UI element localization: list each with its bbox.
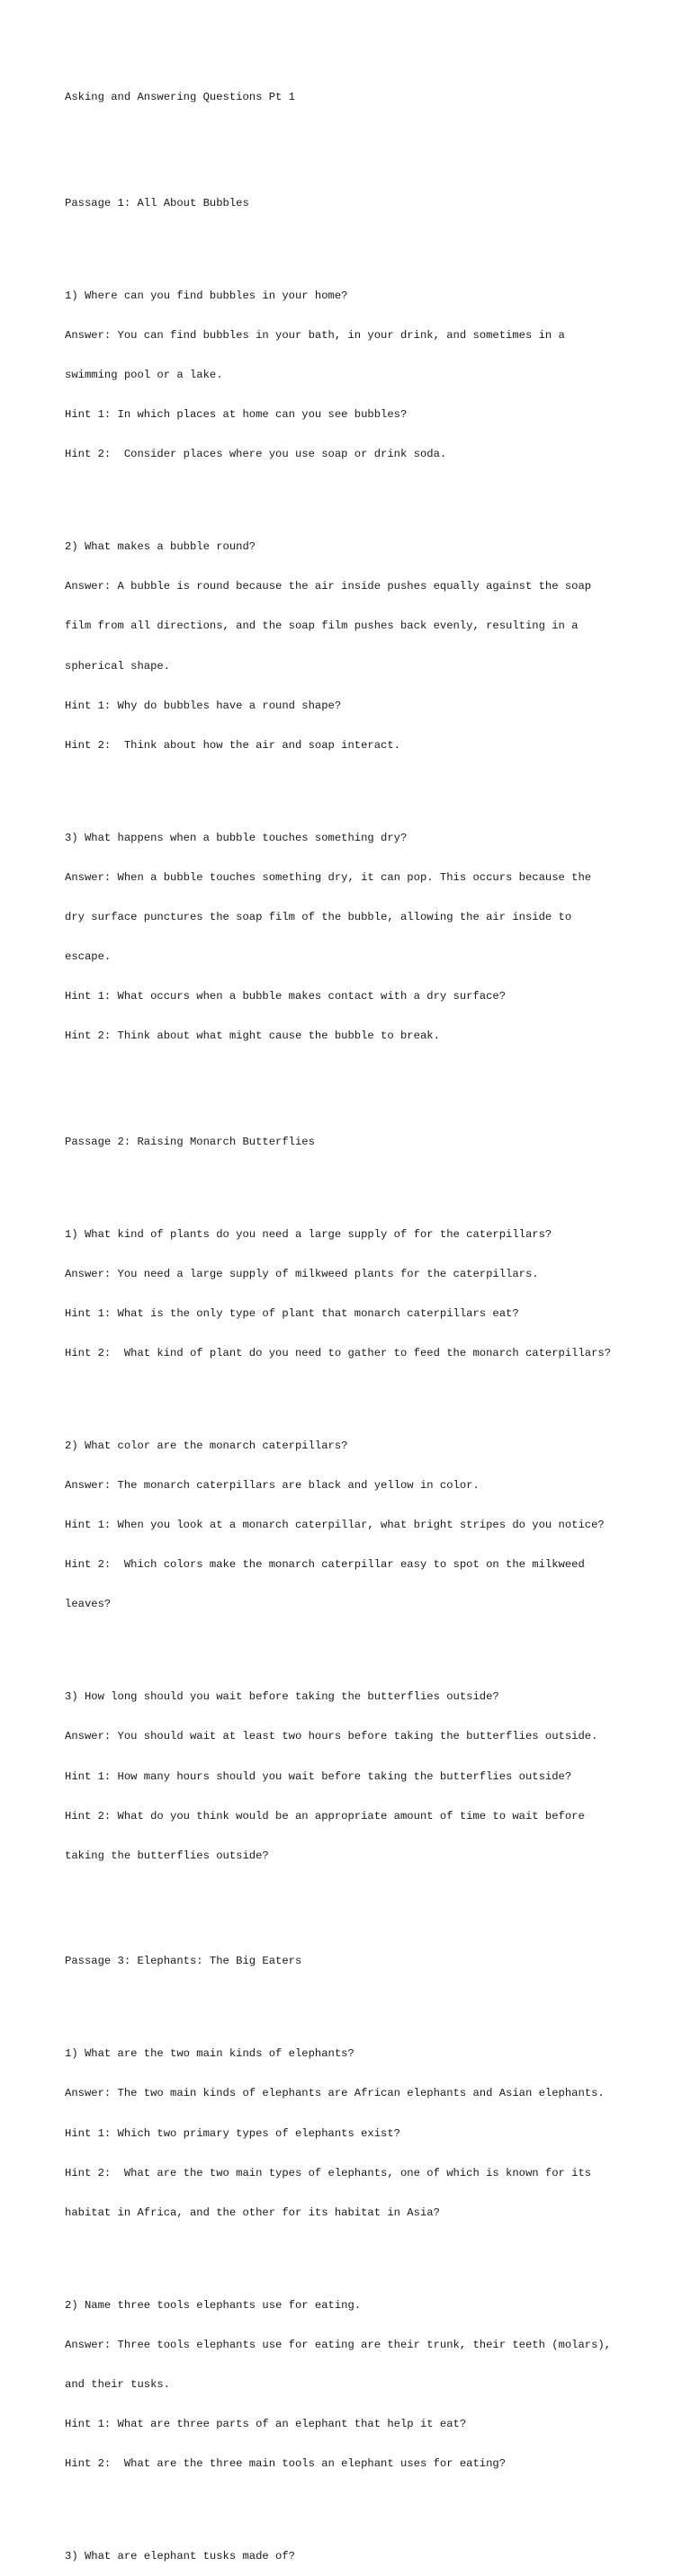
answer-line: Answer: You can find bubbles in your bath, in your drink, and sometimes in a (65, 329, 565, 343)
spacer (65, 236, 659, 250)
question-line: 2) Name three tools elephants use for eating. (65, 2298, 362, 2312)
hint-line: Hint 1: What are three parts of an elephant that help it eat? (65, 2417, 467, 2430)
passage-heading: Passage 2: Raising Monarch Butterflies (65, 1135, 315, 1148)
hint-line: Hint 2: What do you think would be an appropriate amount of time to wait before (65, 1809, 585, 1823)
hint-line: Hint 2: What are the two main types of elephants, one of which is known for its (65, 2166, 592, 2179)
hint-line: Hint 1: What occurs when a bubble makes contact with a dry surface? (65, 990, 507, 1003)
document-title: Asking and Answering Questions Pt 1 (65, 91, 295, 104)
hint-line: taking the butterflies outside? (65, 1849, 269, 1862)
hint-line: Hint 1: When you look at a monarch caterpillar, what bright stripes do you notice? (65, 1519, 605, 1532)
hint-line: Hint 1: Which two primary types of elephants exist? (65, 2126, 400, 2140)
spacer (65, 1386, 659, 1400)
hint-line: leaves? (65, 1598, 112, 1611)
document-page (65, 65, 659, 2576)
spacer (65, 1069, 659, 1083)
spacer (65, 779, 659, 792)
hint-line: Hint 1: What is the only type of plant that monarch caterpillars eat? (65, 1307, 519, 1320)
answer-line: Answer: You should wait at least two hours before taking the butterflies outside. (65, 1730, 598, 1743)
passage-heading: Passage 3: Elephants: The Big Eaters (65, 1955, 302, 1968)
answer-line: Answer: The two main kinds of elephants are African elephants and Asian elephants. (65, 2087, 605, 2100)
spacer (65, 2246, 659, 2260)
spacer (65, 487, 659, 501)
hint-line: Hint 2: What kind of plant do you need to gather to feed the monarch caterpillars? (65, 1347, 612, 1360)
spacer (65, 2497, 659, 2510)
answer-line: and their tusks. (65, 2377, 171, 2391)
question-line: 3) How long should you wait before taking the butterflies outside? (65, 1690, 499, 1704)
spacer (65, 131, 659, 145)
answer-line: Answer: You need a large supply of milkweed plants for the caterpillars. (65, 1267, 539, 1280)
hint-line: Hint 1: How many hours should you wait before taking the butterflies outside? (65, 1769, 572, 1783)
question-line: 2) What color are the monarch caterpillars? (65, 1440, 348, 1453)
question-line: 3) What are elephant tusks made of? (65, 2550, 295, 2563)
hint-line: Hint 2: Think about what might cause the bubble to break. (65, 1030, 440, 1043)
spacer (65, 1638, 659, 1652)
answer-line: dry surface punctures the soap film of the bubble, allowing the air inside to (65, 910, 572, 923)
answer-line: escape. (65, 950, 112, 964)
answer-line: Answer: A bubble is round because the air inside pushes equally against the soap (65, 580, 592, 593)
spacer (65, 1889, 659, 1903)
hint-line: habitat in Africa, and the other for its habitat in Asia? (65, 2206, 440, 2219)
hint-line: Hint 2: Think about how the air and soap interact. (65, 738, 400, 752)
spacer (65, 1995, 659, 2009)
answer-line: film from all directions, and the soap film pushes back evenly, resulting in a (65, 619, 579, 633)
answer-line: swimming pool or a lake. (65, 369, 223, 382)
spacer (65, 1175, 659, 1189)
question-line: 2) What makes a bubble round? (65, 540, 256, 554)
question-line: 3) What happens when a bubble touches something dry? (65, 831, 408, 844)
answer-line: Answer: The monarch caterpillars are black and yellow in color. (65, 1479, 480, 1493)
answer-line: Answer: When a bubble touches something dry, it can pop. This occurs because the (65, 870, 592, 884)
hint-line: Hint 2: Consider places where you use soap or drink soda. (65, 448, 447, 461)
passage-heading: Passage 1: All About Bubbles (65, 197, 249, 210)
question-line: 1) What kind of plants do you need a large supply of for the caterpillars? (65, 1227, 552, 1241)
question-line: 1) Where can you find bubbles in your home? (65, 289, 348, 302)
hint-line: Hint 1: In which places at home can you see bubbles? (65, 408, 408, 422)
hint-line: Hint 1: Why do bubbles have a round shape? (65, 699, 342, 712)
hint-line: Hint 2: Which colors make the monarch caterpillar easy to spot on the milkweed (65, 1558, 585, 1572)
question-line: 1) What are the two main kinds of elephants? (65, 2047, 354, 2061)
hint-line: Hint 2: What are the three main tools an elephant uses for eating? (65, 2457, 507, 2471)
answer-line: Answer: Three tools elephants use for eating are their trunk, their teeth (molars), (65, 2338, 612, 2351)
answer-line: spherical shape. (65, 659, 171, 673)
